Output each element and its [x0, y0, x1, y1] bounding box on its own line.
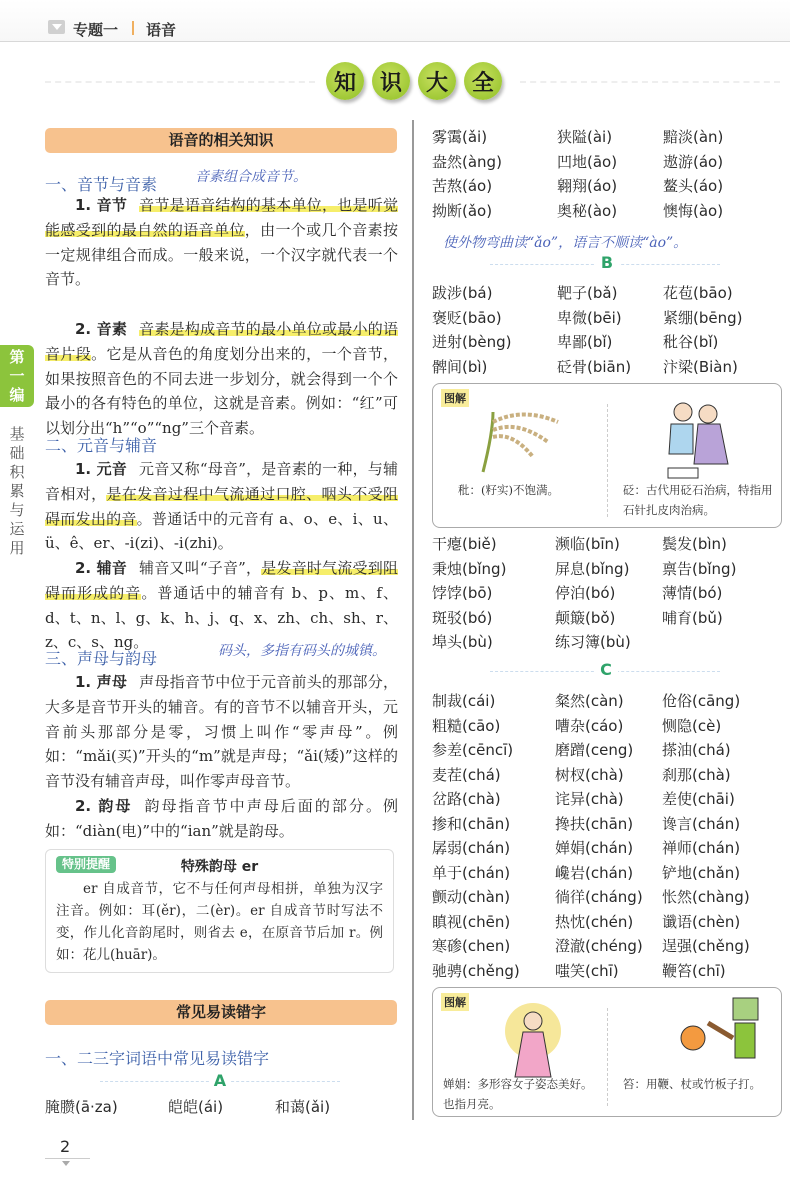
word-entry: 卑鄙(bǐ) — [557, 333, 613, 351]
handwritten-note: 使外物弯曲读“ǎo”，语言不顺读“ào”。 — [443, 235, 688, 251]
word-entry: 翱翔(áo) — [557, 177, 618, 195]
title-dash-right — [520, 81, 780, 83]
word-entry: 卑微(bēi) — [557, 308, 622, 327]
paragraph-vowel — [45, 457, 398, 556]
word-entry: 瞋视(chēn) — [432, 912, 511, 931]
word-entry: 伧俗(cāng) — [662, 692, 741, 710]
word-entry: 薄情(bó) — [662, 584, 723, 602]
word-entry: 巉岩(chán) — [555, 863, 634, 882]
word-entry: 和蔼(ǎi) — [275, 1098, 331, 1116]
word-entry: 秕谷(bǐ) — [663, 333, 719, 351]
word-entry: 嗤笑(chī) — [555, 961, 619, 980]
word-entry: 斑驳(bó) — [432, 608, 493, 627]
word-entry: 褒贬(bāo) — [432, 308, 502, 327]
body-text: 元音又称“母音”，是音素的一种，与辅音相对， — [45, 460, 399, 503]
paragraph-phoneme — [45, 317, 398, 441]
word-entry: 停泊(bó) — [555, 584, 616, 602]
page-header — [0, 0, 790, 42]
word-entry: 凹地(āo) — [557, 152, 618, 171]
title-char: 识 — [372, 62, 410, 100]
page-number: 2 — [60, 1137, 71, 1156]
word-entry: 嘈杂(cáo) — [555, 716, 624, 735]
illustration-box — [432, 987, 782, 1117]
body-text: 辅音又叫“子音”， — [139, 559, 262, 577]
word-entry: 刹那(chà) — [662, 765, 731, 784]
highlighted-text: 是在发音过程中气流通过口腔、咽头不受阻碍而发出的音 — [45, 484, 398, 528]
word-entry: 铲地(chǎn) — [662, 863, 741, 882]
word-entry: 驰骋(chěng) — [432, 961, 520, 980]
page-number-line — [45, 1158, 90, 1159]
word-entry: 禅师(chán) — [662, 839, 741, 857]
word-entry: 屏息(bǐng) — [555, 559, 630, 578]
heading-vowel-consonant: 二、元音与辅音 — [45, 436, 158, 455]
word-entry: 谶语(chèn) — [662, 912, 741, 931]
word-entry: 掺和(chān) — [432, 814, 511, 833]
word-entry: 皑皑(ái) — [168, 1098, 224, 1116]
title-char: 全 — [464, 62, 502, 100]
page-down-icon — [62, 1161, 70, 1166]
part-label: 基础积累与运用 — [9, 425, 25, 557]
word-entry: 黯淡(àn) — [663, 128, 724, 146]
word-entry: 遨游(áo) — [663, 152, 724, 171]
word-entry: 颤动(chàn) — [432, 888, 511, 906]
reminder-body: er 自成音节，它不与任何声母相拼，单独为汉字注音。例如：耳(ěr)，二(èr)。er 自成音节时写法不变，作儿化音韵尾时，则省去 e，在原音节后加 r。例如：花儿(huār)。 — [56, 881, 383, 963]
title-char: 知 — [326, 62, 364, 100]
heading-initial-final: 三、声母与韵母 — [45, 649, 158, 668]
illustration-label: 图解 — [441, 389, 469, 407]
highlighted-text: 音节是语音结构的基本单位，也是听觉能感受到的最自然的语音单位 — [45, 196, 398, 239]
word-entry: 腌臜(ā·za) — [45, 1098, 118, 1116]
reminder-title: 特殊韵母 er — [180, 859, 259, 875]
special-reminder-box — [45, 849, 394, 973]
paragraph-final — [45, 794, 398, 844]
word-entry: 苦熬(áo) — [432, 177, 493, 195]
letter-c: C — [594, 660, 618, 679]
word-entry: 婵娟(chán) — [555, 839, 634, 857]
item-label: 1. 元音 — [75, 460, 128, 478]
item-label: 1. 音节 — [75, 196, 128, 214]
word-entry: 跋涉(bá) — [432, 284, 493, 302]
word-entry: 逞强(chěng) — [662, 937, 750, 955]
word-entry: 鞭笞(chī) — [662, 961, 726, 980]
word-entry: 狭隘(ài) — [557, 128, 613, 146]
word-entry: 树杈(chà) — [555, 765, 624, 784]
paragraph-initial — [45, 670, 398, 794]
word-entry: 搽油(chá) — [662, 741, 731, 759]
title-dash-left — [45, 81, 315, 83]
body-text: 。普通话中的辅音有 b、p、m、f、d、t、n、l、g、k、h、j、q、x、zh、ch、sh、r、z、c、s、ng。 — [45, 583, 398, 652]
word-entry: 徜徉(cháng) — [555, 888, 643, 906]
word-entry: 饽饽(bō) — [432, 584, 493, 602]
word-entry: 汴梁(Biàn) — [663, 357, 738, 376]
word-entry: 哺育(bǔ) — [662, 608, 723, 627]
part-tab-label: 第一编 — [9, 348, 25, 404]
illustration-caption: 秕：(籽实)不饱满。 — [458, 483, 559, 497]
word-entry: 秉烛(bǐng) — [432, 559, 507, 578]
word-entry: 练习簿(bù) — [555, 633, 631, 651]
illustration-caption: 砭：古代用砭石治病，特指用石针扎皮肉治病。 — [623, 483, 773, 517]
body-text: 韵母指音节中声母后面的部分。例如：“diàn(电)”中的“ian”就是韵母。 — [45, 797, 398, 840]
word-entry: 懊悔(ào) — [663, 201, 724, 220]
section-title-bar: 语音的相关知识 — [45, 128, 397, 153]
word-entry: 砭骨(biān) — [557, 357, 632, 376]
word-entry: 差使(chāi) — [662, 790, 735, 808]
item-label: 2. 辅音 — [75, 559, 127, 577]
section-title-bar: 常见易读错字 — [45, 1000, 397, 1025]
word-entry: 濒临(bīn) — [555, 535, 620, 553]
word-entry: 制裁(cái) — [432, 692, 496, 710]
paragraph-syllable — [45, 193, 398, 292]
word-entry: 靶子(bǎ) — [557, 284, 618, 302]
subject-label: 语音 — [146, 21, 177, 39]
word-entry: 磨蹭(ceng) — [555, 741, 634, 759]
word-entry: 粲然(càn) — [555, 692, 624, 710]
reminder-badge: 特别提醒 — [56, 856, 116, 873]
word-entry: 单于(chán) — [432, 863, 511, 882]
word-entry: 诧异(chà) — [555, 790, 624, 808]
word-entry: 寒碜(chen) — [432, 937, 511, 955]
item-label: 2. 韵母 — [75, 797, 133, 815]
acupuncture-illustration — [653, 392, 743, 482]
column-divider — [412, 120, 414, 1120]
word-entry: 髀间(bì) — [432, 357, 488, 376]
title-char: 大 — [418, 62, 456, 100]
word-entry: 鬓发(bìn) — [662, 535, 727, 553]
body-text: 。普通话中的元音有 a、o、e、i、u、ü、ê、er、-i(zi)、-i(zhi)。 — [45, 509, 398, 553]
letter-b: B — [595, 253, 619, 272]
word-entry: 干瘪(biě) — [432, 535, 497, 553]
highlighted-text: 音素是构成音节的最小单位或最小的语音片段 — [45, 320, 398, 363]
item-label: 2. 音素 — [75, 320, 128, 338]
topic-label: 专题一 — [73, 21, 119, 39]
part-tab — [0, 345, 34, 407]
heading-misread-words: 一、二三字词语中常见易读错字 — [45, 1049, 270, 1068]
word-entry: 孱弱(chán) — [432, 839, 511, 857]
item-label: 1. 声母 — [75, 673, 128, 691]
word-entry: 澄澈(chéng) — [555, 937, 643, 955]
word-entry: 盎然(àng) — [432, 152, 502, 171]
word-entry: 雾霭(ǎi) — [432, 128, 488, 146]
word-entry: 粗糙(cāo) — [432, 716, 501, 735]
word-entry: 花苞(bāo) — [663, 284, 733, 302]
header-divider — [132, 21, 134, 35]
body-text: 。它是从音色的角度划分出来的，一个音节，如果按照音色的不同去进一步划分，就会得到一个个最小的各有特色的单位，这就是音素。例如：“红”可以划分出“h”“o”“ng”三个音素。 — [45, 344, 398, 438]
word-entry: 麦茬(chá) — [432, 765, 501, 784]
illustration-label: 图解 — [441, 993, 469, 1011]
word-entry: 鳌头(áo) — [663, 177, 724, 195]
highlighted-text: 是发音时气流受到阻碍而形成的音 — [45, 559, 398, 602]
word-entry: 热忱(chén) — [555, 912, 634, 931]
chevron-down-icon — [48, 20, 65, 34]
handwritten-note: 码头，多指有码头的城镇。 — [218, 643, 386, 659]
illustration-divider — [607, 404, 608, 517]
word-entry: 埠头(bù) — [432, 633, 493, 651]
heading-syllable-phoneme: 一、音节与音素 — [45, 175, 158, 194]
word-entry: 怅然(chàng) — [662, 888, 750, 906]
punishment-illustration — [673, 993, 773, 1078]
word-entry: 禀告(bǐng) — [662, 559, 737, 578]
illustration-caption: 笞：用鞭、杖或竹板子打。 — [623, 1077, 761, 1091]
word-entry: 谗言(chán) — [662, 814, 741, 833]
rice-ear-illustration — [473, 402, 563, 477]
word-entry: 参差(cēncī) — [432, 741, 514, 759]
word-entry: 拗断(ǎo) — [432, 201, 493, 220]
word-entry: 奥秘(ào) — [557, 201, 618, 220]
word-entry: 岔路(chà) — [432, 790, 501, 808]
letter-a: A — [210, 1071, 230, 1090]
body-text: ，由一个或几个音素按一定规律组合而成。一般来说，一个汉字就代表一个音节。 — [45, 220, 398, 289]
word-entry: 搀扶(chān) — [555, 814, 634, 833]
illustration-box — [432, 383, 782, 528]
word-entry: 迸射(bèng) — [432, 333, 512, 351]
handwritten-note: 音素组合成音节。 — [195, 169, 307, 185]
word-entry: 颠簸(bǒ) — [555, 608, 616, 627]
illustration-caption: 婵娟：多形容女子姿态美好。也指月亮。 — [443, 1077, 593, 1111]
body-text: 声母指音节中位于元音前头的那部分，大多是音节开头的辅音。有的音节不以辅音开头，元音前头那部分是零，习惯上叫作“零声母”。例如：“mǎi(买)”开头的“m”就是声母；“ǎi(矮)”这样的音节没有辅音声母，叫作零声母音节。 — [45, 673, 398, 791]
word-entry: 紧绷(bēng) — [663, 308, 743, 327]
word-entry: 恻隐(cè) — [662, 716, 722, 735]
illustration-divider — [607, 1008, 608, 1106]
moon-lady-illustration — [498, 996, 578, 1081]
page-title — [326, 62, 502, 100]
